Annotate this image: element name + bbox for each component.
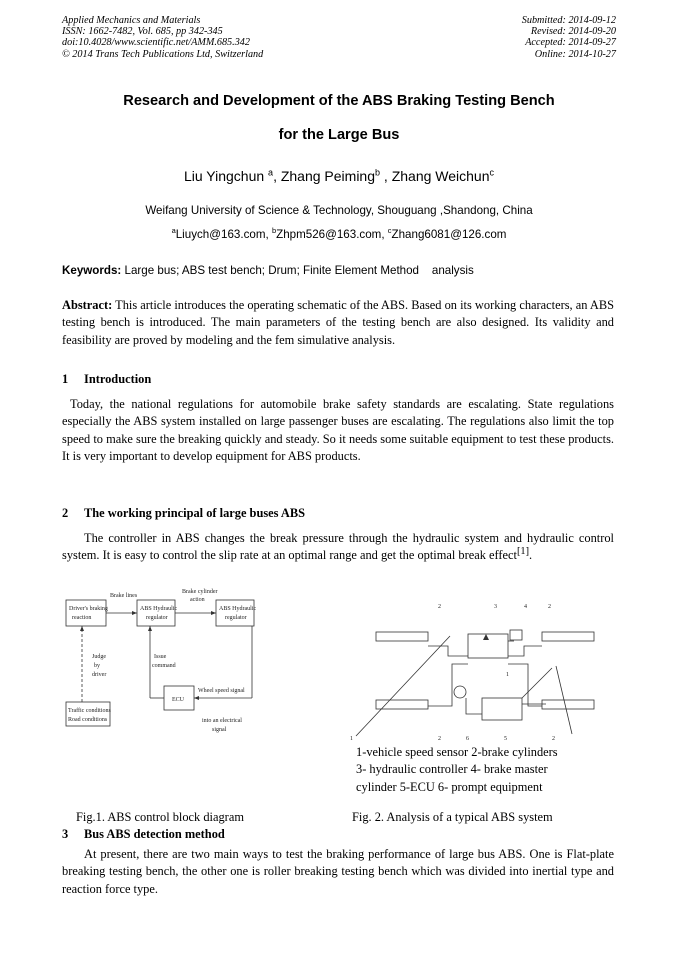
fig2-label-1a: 1 — [506, 672, 509, 678]
abstract — [62, 297, 614, 349]
fig2-hydraulic-controller — [468, 634, 508, 658]
abstract-text: This article introduces the operating schematic of the ABS. Based on its working characters, an ABS testing bench is introduced. The main parameters of the testing bench are also designed. Its validity and feasibility are proved by modeling and the fem simulative analysis. — [62, 298, 614, 347]
date-online: Online: 2014-10-27 — [534, 48, 616, 60]
section-2-number: 2 — [62, 506, 69, 520]
author-1-sup: a — [268, 167, 274, 178]
fig2-label-2a: 2 — [438, 604, 441, 610]
fig2-label-2b: 2 — [548, 604, 551, 610]
fig2-legend-line3: cylinder 5-ECU 6- prompt equipment — [356, 779, 543, 794]
email-2: Zhpm526@163.com, — [276, 228, 388, 241]
section-2-tail: . — [529, 548, 533, 563]
fig1-caption: Fig.1. ABS control block diagram — [76, 810, 244, 824]
section-1-title: Introduction — [84, 372, 152, 386]
section-2-title: The working principal of large buses ABS — [84, 506, 305, 520]
fig1-cyl-l2: action — [190, 597, 205, 603]
fig1-driver-l1: Driver's braking — [69, 606, 108, 612]
fig2-legend-line1: 1-vehicle speed sensor 2-brake cylinders — [356, 745, 558, 759]
email-list — [0, 228, 678, 241]
fig1-traffic-l1: Traffic conditions — [68, 708, 111, 714]
fig1-driver-l2: reaction — [72, 615, 92, 621]
keywords — [62, 264, 622, 277]
fig2-brake-master — [510, 630, 522, 640]
fig2-abs-system — [346, 596, 616, 742]
fig2-legend-line2: 3- hydraulic controller 4- brake master — [356, 762, 548, 777]
abstract-label: Abstract: — [62, 298, 113, 312]
paper-title-line2: for the Large Bus — [278, 127, 400, 143]
section-2-body — [62, 530, 614, 565]
fig2-wheel-rear-left — [376, 700, 428, 709]
keywords-label: Keywords: — [62, 264, 122, 277]
author-3-sup: c — [489, 167, 495, 178]
journal-header-left — [62, 15, 263, 60]
journal-doi: doi:10.4028/www.scientific.net/AMM.685.342 — [62, 37, 250, 49]
date-submitted: Submitted: 2014-09-12 — [521, 15, 616, 26]
fig1-traffic-l2: Road conditions — [68, 717, 108, 723]
fig1-box-driver — [66, 600, 106, 626]
section-3-number: 3 — [62, 827, 69, 841]
email-3-sup: c — [387, 226, 392, 236]
section-3-body: At present, there are two main ways to test the braking performance of large bus ABS. One is Flat-plate breaking testing bench, the other one is roller breaking testing bench which was divided into inertial type and reaction force type. — [62, 847, 614, 896]
fig1-block-diagram — [62, 586, 272, 738]
date-accepted: Accepted: 2014-09-27 — [525, 37, 616, 49]
fig2-label-3: 3 — [494, 604, 497, 610]
journal-name: Applied Mechanics and Materials — [62, 15, 201, 26]
fig1-box-abs-regulator — [137, 600, 175, 626]
section-2-heading — [62, 506, 305, 521]
email-1: Liuych@163.com, — [175, 228, 272, 241]
fig2-label-5: 5 — [504, 736, 507, 742]
section-2-ref: [1] — [516, 546, 530, 558]
fig1-judge-l3: driver — [92, 672, 107, 678]
section-1-heading — [62, 372, 151, 387]
email-2-sup: b — [271, 226, 277, 236]
fig1-abs-l1: ABS Hydraulic — [140, 606, 178, 612]
section-3-heading — [62, 827, 225, 842]
fig1-wheel-speed: Wheel speed signal — [198, 688, 245, 694]
section-2-text: The controller in ABS changes the break pressure through the hydraulic system and hydraulic control system. It is easy to control the slip rate at an optimal range and get the optimal break effect — [62, 531, 614, 563]
email-3: Zhang6081@126.com — [391, 228, 507, 241]
fig1-ecu: ECU — [172, 697, 184, 703]
keywords-text: Large bus; ABS test bench; Drum; Finite Element Method analysis — [121, 264, 474, 277]
fig1-issue-l1: Issue — [154, 654, 167, 660]
fig1-issue-l2: command — [152, 663, 176, 669]
paper-title-line1: Research and Development of the ABS Braking Testing Bench — [123, 93, 555, 109]
journal-copyright: © 2014 Trans Tech Publications Ltd, Switzerland — [62, 48, 264, 60]
section-1-body: Today, the national regulations for automobile brake safety standards are escalating. State regulations especially the ABS system installed on large passenger buses are escalating. The regulations also limit the top speed to make sure the breaking quickly and steady. So it needs some suitable equipment to test these products. It is very important to develop equipment for ABS products. — [62, 397, 614, 464]
fig2-label-2d: 2 — [552, 736, 555, 742]
fig1-abs2-l2: regulator — [225, 615, 247, 621]
author-1: Liu Yingchun — [183, 168, 269, 184]
fig2-label-2c: 2 — [438, 736, 441, 742]
fig2-ecu — [482, 698, 522, 720]
author-3: , Zhang Weichun — [380, 168, 490, 184]
fig1-abs-l2: regulator — [146, 615, 168, 621]
fig1-judge-l1: Judge — [92, 654, 106, 660]
affiliation: Weifang University of Science & Technology, Shouguang ,Shandong, China — [145, 204, 533, 217]
section-1-number: 1 — [62, 372, 69, 386]
fig1-elec-l2: signal — [212, 727, 227, 733]
fig1-judge-l2: by — [94, 663, 100, 669]
fig1-box-abs-regulator-2 — [216, 600, 254, 626]
fig1-cyl-l1: Brake cylinder — [182, 589, 218, 595]
fig1-brake-lines: Brake lines — [110, 593, 138, 599]
author-2: , Zhang Peiming — [273, 168, 376, 184]
author-list — [0, 168, 678, 184]
fig2-wheel-front-right — [542, 632, 594, 641]
section-3-title: Bus ABS detection method — [84, 827, 225, 841]
fig2-label-4: 4 — [524, 604, 527, 610]
journal-issn: ISSN: 1662-7482, Vol. 685, pp 342-345 — [62, 26, 223, 38]
fig2-label-6: 6 — [466, 736, 469, 742]
email-1-sup: a — [171, 226, 176, 236]
fig1-abs2-l1: ABS Hydraulic — [219, 606, 257, 612]
fig2-wheel-rear-right — [542, 700, 594, 709]
fig2-prompt-equipment — [454, 686, 466, 698]
fig1-elec-l1: into an electrical — [202, 718, 242, 724]
fig2-legend — [356, 744, 558, 796]
journal-header-right — [522, 15, 616, 60]
date-revised: Revised: 2014-09-20 — [530, 26, 616, 38]
author-2-sup: b — [375, 167, 381, 178]
fig2-wheel-front-left — [376, 632, 428, 641]
fig2-label-1b: 1 — [350, 736, 353, 742]
fig2-caption: Fig. 2. Analysis of a typical ABS system — [352, 810, 553, 824]
